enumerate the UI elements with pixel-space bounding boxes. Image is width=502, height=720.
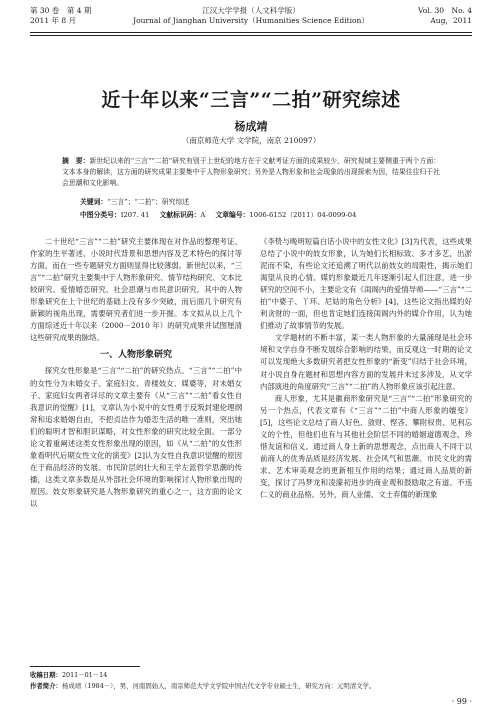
abstract-text: 新世纪以来的“三言”“二拍”研究有别于上世纪的地方在于文献考证方面的成果较少，研究视域主要侧重于两个方面：文本本身的解读，这方面的研究成果主要集中于人物形象研究；另外是人物形象和社会现象的出现探索为因，结果往往归于社会思潮和文化影响。 — [62, 157, 440, 187]
author-affiliation: （南京师范大学 文学院，南京 210097） — [181, 136, 321, 145]
clc-label: 中图分类号： — [80, 211, 121, 219]
clc-value: I207. 41 — [120, 211, 150, 219]
keywords-label: 关键词： — [80, 198, 108, 206]
date-left: 2011 年 8 月 — [30, 16, 77, 25]
received-date: 2011－01－14 — [61, 671, 108, 679]
received-date-note — [30, 670, 472, 680]
article-title: 近十年以来“三言”“二拍”研究综述 — [101, 89, 401, 111]
volume-issue-right: Vol. 30 No. 4 — [418, 6, 472, 15]
author-bio-label: 作者简介： — [30, 682, 62, 690]
abstract-label: 摘 要： — [62, 157, 90, 165]
article-number-label: 文章编号： — [215, 211, 250, 219]
section-heading: 一、人物形象研究 — [99, 350, 172, 361]
left-column — [30, 236, 242, 510]
body-paragraph: 文学题材的不断丰富，某一类人物形象的大量涌现是社会环境和文学自身不断发展综合影响的结果，而反观这一时期的论文可以发现绝大多数研究者把女性形象的“新变”归结于社会环境，对小说自身在题材和思想内容方面的发展并未过多涉及，从文学内部演进的角度研究“三言”“二拍”的人物形象应该引起注意。 — [260, 333, 472, 391]
doc-code-label: 文献标识码： — [159, 211, 201, 219]
keywords-text: “三言”；“二拍”；研究综述 — [107, 198, 190, 206]
abstract — [62, 156, 440, 189]
body-paragraph: 商人形象，尤其是徽商形象研究是“三言”“二拍”形象研究的另一个热点，代表文章有《“三言”“二拍”中商人形象的嬗变》[5]，这些论文总结了商人好色、敛财、悭吝、攀附权贵、见利忘义的个性，但他们也有与其他社会阶层不同的婚姻道德观念，珍惜友谊和信义。通过商人身上新的思想观念，点出商人不同于以前商人的优秀品质是经济发展、社会风气和思潮、市民文化的需求、艺术审美观念的更新相互作用的结果；通过商人品质的新变，探讨了冯梦龙和凌濛初进步的商业观和鼓励取之有道、不违仁义的商业品格。另外，商人业儒、文士弃儒的新现象 — [260, 393, 472, 499]
article-number-value: 1006-6152（2011）04-0099-04 — [249, 211, 357, 219]
body-paragraph: 《李贽与晚明短篇白话小说中的女性文化》[3]为代表，这些成果总结了小说中的妓女形象，认为她们长相标致、多才多艺，出淤泥而不染，有些论文还追溯了明代以前妓女的局限性，揭示她们渴望从良的心情。媒妁形象最近几年逐渐引起人们注意，进一步研究的空间不小，主要论文有《闺阁内的爱情导师——“三言”“二拍”中婆子、丫环、尼姑的角色分析》[4]，这些论文指出媒妁好利贪财的一面，但也肯定她们连接闺阁内外的媒介作用，认为她们推动了故事情节的发展。 — [260, 237, 472, 331]
footnote-rule — [30, 666, 140, 667]
header-rule-thick — [30, 32, 472, 33]
header-center — [30, 6, 472, 26]
classification-line — [80, 210, 364, 221]
volume-issue-left: 第 30 卷 第 4 期 — [30, 6, 92, 15]
received-label: 收稿日期： — [30, 671, 62, 679]
doc-code-value: A — [200, 211, 206, 219]
header-right — [418, 6, 472, 26]
page-number: · 99 · — [451, 697, 472, 706]
journal-name-cn: 江汉大学学报（人文科学版） — [202, 6, 300, 15]
intro-paragraph: 二十世纪“三言”“二拍”研究主要体现在对作品的整理考证、作家的生平著述、小说时代背景和思想内容及艺术特色的探讨等方面，而在一些专题研究方面则显得比较薄弱。新世纪以来，“三言”“二拍”研究主要集中于人物形象研究、情节结构研究、文本比较研究、爱情婚恋研究、社会思潮与市民意识研究，其中的人物形象研究在上个世纪的基础上没有多少突破，而后面几个研究有新颖的视角出现，需要研究者们进一步开掘。本文拟从以上几个方面综述近十年以来（2000－2010 年）的研究成果并试图厘清这些研究成果的脉络。 — [30, 237, 242, 343]
keywords — [80, 197, 189, 208]
author-bio: 杨成靖（1984－），男，河南固始人，南京师范大学文学院中国古代文学专业硕士生，研究方向：元明清文学。 — [61, 682, 376, 690]
header-rule-thin — [30, 35, 472, 36]
journal-name-en: Journal of Jianghan University（Humanities Science Edition） — [133, 16, 369, 25]
date-right: Aug，2011 — [430, 16, 472, 25]
right-column — [260, 236, 472, 501]
author-name: 杨成靖 — [234, 120, 268, 133]
author-bio-note — [30, 681, 472, 691]
running-header — [30, 6, 472, 46]
body-paragraph: 探究女性形象是“三言”“二拍”的研究热点。“三言”“二拍”中的女性分为未婚女子、家庭妇女、青楼妓女、媒婆等，对未婚女子、家庭妇女两者详尽的文章主要有《从“三言”“二拍”看女性自我意识的觉醒》[1]，文章认为小说中的女性勇于反叛封建伦理纲常和追求婚姻自由，不把贞洁作为婚恋生活的唯一准则，突出她们的聪明才智和胆识谋略，对女性形象的研究比较全面。一部分论文着重阐述这类女性形象出现的原因，如《从“二拍”的女性形象看明代后期女性文化的演变》[2]认为女性自我意识觉醒的原因在于商品经济的发展、市民阶层的壮大和王学左派哲学思潮的传播，这类文章多数是从外部社会环境的影响探讨人物形象出现的原因。妓女形象研究是人物形象研究的重心之一，这方面的论文以 — [30, 366, 242, 508]
